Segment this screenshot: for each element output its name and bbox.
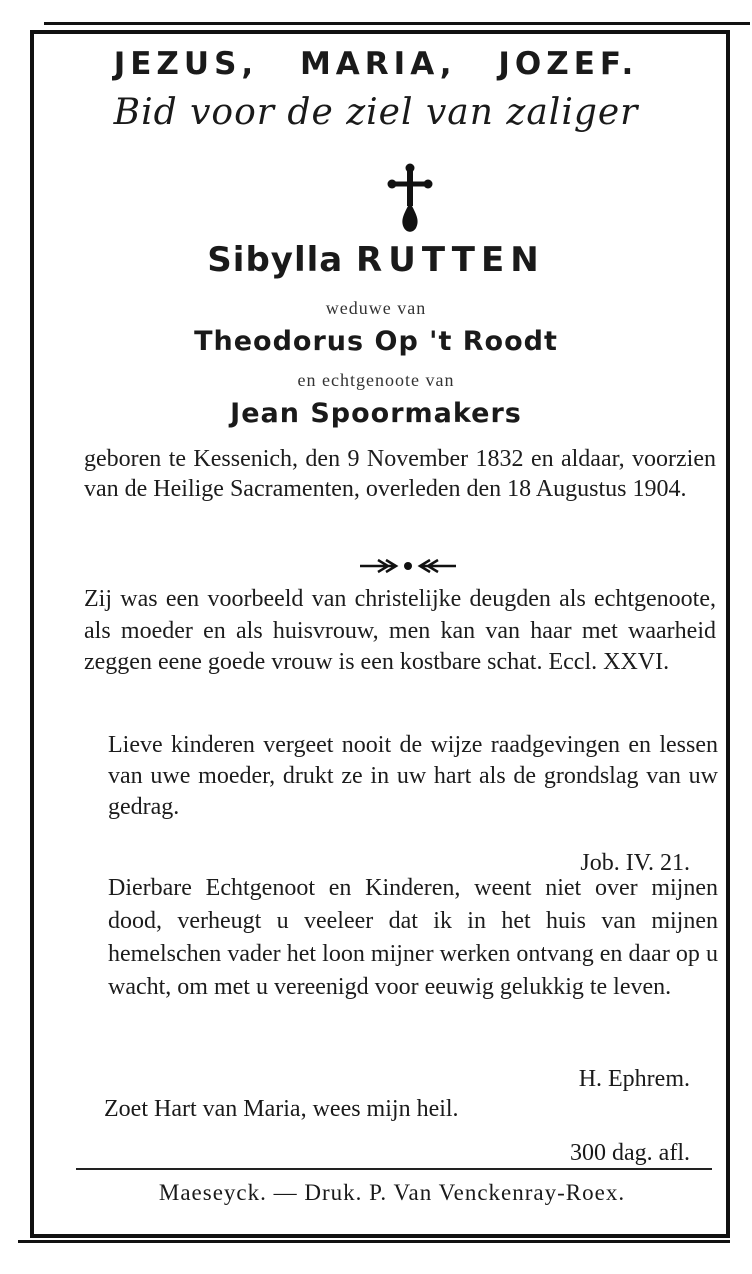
printer-divider: [76, 1168, 712, 1170]
bottom-border-line: [18, 1240, 730, 1243]
sweet-heart-prayer: Zoet Hart van Maria, wees mijn heil.: [104, 1096, 459, 1122]
farewell-paragraph: Dierbare Echtgenoot en Kinderen, weent niet over mijnen dood, verheugt u veeleer dat ik in het huis van mijnen hemelschen vader het loon mijner werken ontvang en daar op u wacht, om met u vereenigd voor eeuwig gelukkig te leven.: [108, 875, 718, 1000]
widow-of-label: weduwe van: [325, 298, 427, 318]
virtue-paragraph: Zij was een voorbeeld van christelijke deugden als echtgenoote, als moeder en als huisvrouw, men kan van haar met waarheid zeggen eene goede vrouw is een kostbare schat. Eccl. XXVI.: [84, 586, 716, 675]
top-border-line: [44, 22, 750, 25]
prayer-line: Bid voor de ziel van zaliger: [113, 92, 639, 133]
second-husband-name: Jean Spoormakers: [230, 398, 522, 429]
cross-icon: [386, 162, 434, 234]
children-scripture-reference: Job. IV. 21.: [580, 850, 690, 876]
invocation-heading: JEZUS, MARIA, JOZEF.: [113, 46, 639, 82]
ornament-divider-icon: [356, 556, 460, 576]
deceased-first-name: Sibylla: [207, 240, 344, 280]
first-husband-name: Theodorus Op 't Roodt: [194, 326, 558, 357]
biography-paragraph: geboren te Kessenich, den 9 November 1832 en aldaar, voorzien van de Heilige Sacramenten, overleden den 18 Augustus 1904.: [84, 446, 716, 502]
deceased-surname: RUTTEN: [356, 240, 545, 280]
indulgence-note: 300 dag. afl.: [570, 1140, 690, 1166]
farewell-reference: H. Ephrem.: [578, 1066, 690, 1092]
printer-line: Maeseyck. — Druk. P. Van Venckenray-Roex.: [158, 1180, 626, 1205]
children-paragraph: Lieve kinderen vergeet nooit de wijze raadgevingen en lessen van uwe moeder, drukt ze in uw hart als de grondslag van uw gedrag.: [108, 732, 718, 820]
spouse-of-label: en echtgenoote van: [297, 370, 455, 390]
deceased-name: [0, 240, 752, 280]
